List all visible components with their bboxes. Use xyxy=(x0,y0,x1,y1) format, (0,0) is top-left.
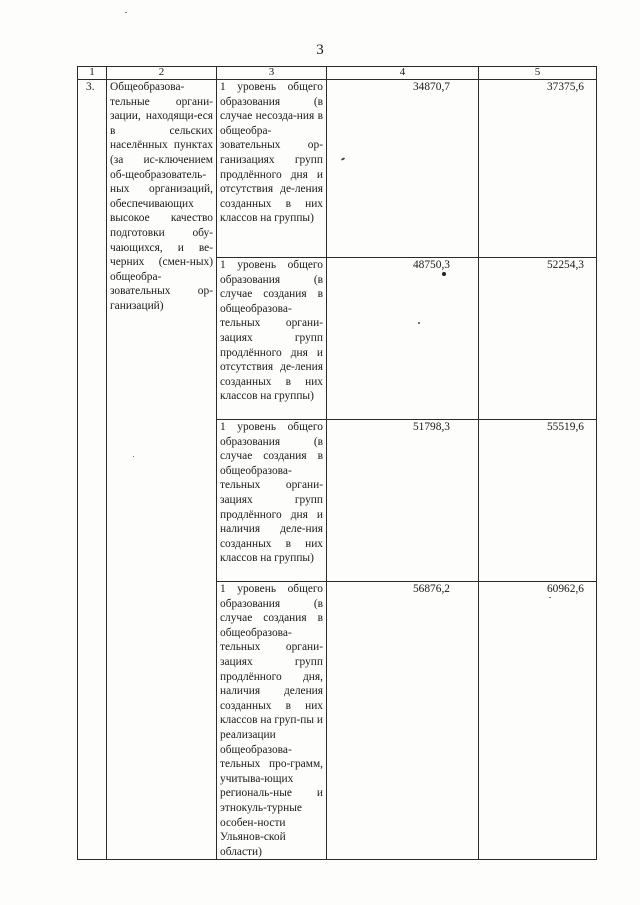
column-header-2: 2 xyxy=(107,67,217,80)
column-header-5: 5 xyxy=(479,67,597,80)
table-row xyxy=(78,80,597,258)
scan-speck xyxy=(133,456,134,457)
column-header-3: 3 xyxy=(217,67,327,80)
value-cell-col5: 37375,6 xyxy=(479,80,597,258)
value-cell-col4: 51798,3 xyxy=(327,420,479,582)
scan-speck xyxy=(549,597,551,598)
value-cell-col4: 34870,7 xyxy=(327,80,479,258)
scan-speck xyxy=(125,12,127,13)
column-header-4: 4 xyxy=(327,67,479,80)
page-number: 3 xyxy=(316,42,324,58)
education-level-cell: 1 уровень общего образования (в случае создания в общеобразова-тельных органи-зациях групп продлённого дня, наличия деления созданных в них классов на груп-пы и реализации общеобразова-тельных про-грамм, учитыва-ющих региональ-ные и этнокуль-турные особен-ности Ульянов-ской области) xyxy=(217,582,327,860)
scan-speck xyxy=(442,272,446,276)
education-level-cell: 1 уровень общего образования (в случае создания в общеобразова-тельных органи-зациях групп продлённого дня и наличия деле-ния созданных в них классов на группы) xyxy=(217,420,327,582)
value-cell-col5: 52254,3 xyxy=(479,258,597,420)
value-cell-col5: 60962,6 xyxy=(479,582,597,860)
value-cell-col4: 56876,2 xyxy=(327,582,479,860)
value-cell-col4: 48750,3 xyxy=(327,258,479,420)
education-level-cell: 1 уровень общего образования (в случае несозда-ния в общеобра-зовательных ор-ганизациях групп продлённого дня и отсутствия де-ления созданных в них классов на группы) xyxy=(217,80,327,258)
scan-speck xyxy=(418,322,420,324)
table-header-row xyxy=(78,67,597,80)
row-number-cell: 3. xyxy=(78,80,107,860)
tariff-table xyxy=(77,66,597,860)
education-level-cell: 1 уровень общего образования (в случае создания в общеобразова-тельных органи-зациях групп продлённого дня и отсутствия де-ления созданных в них классов на группы) xyxy=(217,258,327,420)
value-cell-col5: 55519,6 xyxy=(479,420,597,582)
organization-type-cell: Общеобразова-тельные органи-зации, находящи-еся в сельских населённых пунктах (за ис-ключением об-щеобразователь-ных организаций, обеспечивающих высокое качество подготовки обу-чающихся, и ве-черних (смен-ных) общеобра-зовательных ор-ганизаций) xyxy=(107,80,217,860)
column-header-1: 1 xyxy=(78,67,107,80)
